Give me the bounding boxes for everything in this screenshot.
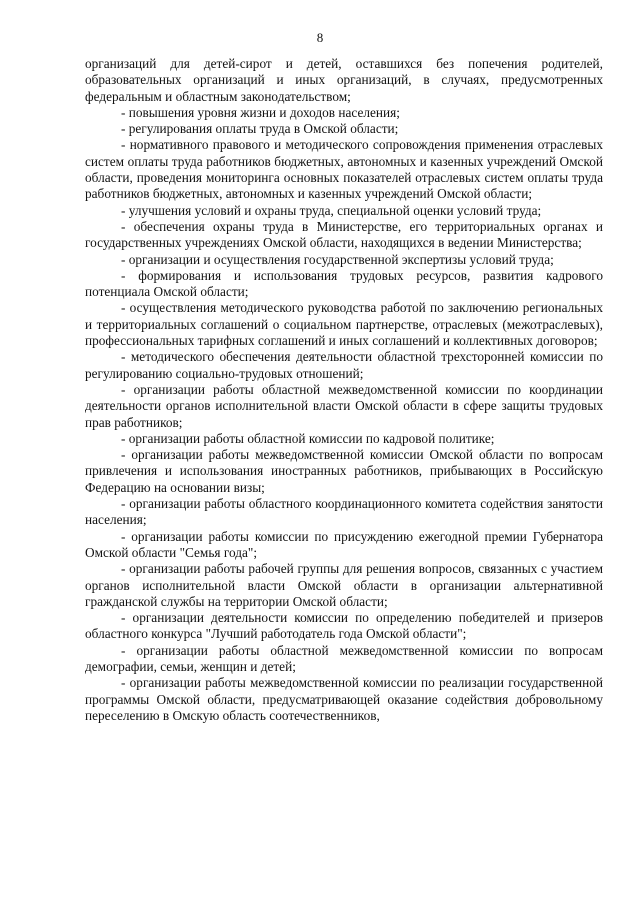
paragraph: - методического обеспечения деятельности областной трехсторонней комиссии по регулированию социально-трудовых отношений; (85, 349, 603, 381)
paragraph: - организации работы областной межведомственной комиссии по вопросам демографии, семьи, женщин и детей; (85, 642, 603, 674)
paragraph: - организации деятельности комиссии по определению победителей и призеров областного конкурса "Лучший работодатель года Омской области"; (85, 610, 603, 642)
paragraph: - организации работы областной межведомственной комиссии по координации деятельности органов исполнительной власти Омской области в сфере защиты трудовых прав работников; (85, 381, 603, 430)
paragraph: - обеспечения охраны труда в Министерстве, его территориальных органах и государственных учреждениях Омской области, находящихся в ведении Министерства; (85, 218, 603, 251)
paragraph: - организации работы рабочей группы для решения вопросов, связанных с участием органов исполнительной власти Омской области в организации альтернативной гражданской службы на территории Омской области; (85, 561, 603, 609)
page-number: 8 (316, 30, 324, 45)
paragraph: организаций для детей-сирот и детей, оставшихся без попечения родителей, образовательных организаций и иных организаций, в случаях, предусмотренных федеральным и областным законодательством; (85, 56, 603, 104)
paragraph: - повышения уровня жизни и доходов населения; (121, 104, 400, 120)
paragraph: - организации и осуществления государственной экспертизы условий труда; (121, 251, 554, 267)
paragraph: - организации работы комиссии по присуждению ежегодной премии Губернатора Омской области "Семья года"; (85, 528, 603, 560)
paragraph: - организации работы межведомственной комиссии Омской области по вопросам привлечения и использования иностранных работников, прибывающих в Российскую Федерацию на основании визы; (85, 447, 603, 495)
document-body (85, 56, 603, 724)
paragraph: - организации работы областного координационного комитета содействия занятости населения; (85, 496, 603, 528)
paragraph: - организации работы областной комиссии по кадровой политике; (121, 430, 495, 446)
paragraph: - организации работы межведомственной комиссии по реализации государственной программы Омской области, предусматривающей оказание содействия добровольному переселению в Омскую область соотечественников, (85, 675, 603, 723)
paragraph: - нормативного правового и методического сопровождения применения отраслевых систем оплаты труда работников бюджетных, автономных и казенных учреждений Омской области, проведения мониторинга основных показателей отраслевых систем оплаты труда работников бюджетных, автономных и казенных учреждений Омской области; (85, 137, 603, 202)
paragraph: - формирования и использования трудовых ресурсов, развития кадрового потенциала Омской области; (85, 267, 603, 300)
paragraph: - осуществления методического руководства работой по заключению региональных и территориальных соглашений о социальном партнерстве, отраслевых (межотраслевых), профессиональных тарифных соглашений и иных соглашений и коллективных договоров; (85, 300, 603, 349)
paragraph: - регулирования оплаты труда в Омской области; (121, 121, 399, 137)
paragraph: - улучшения условий и охраны труда, специальной оценки условий труда; (121, 202, 542, 218)
